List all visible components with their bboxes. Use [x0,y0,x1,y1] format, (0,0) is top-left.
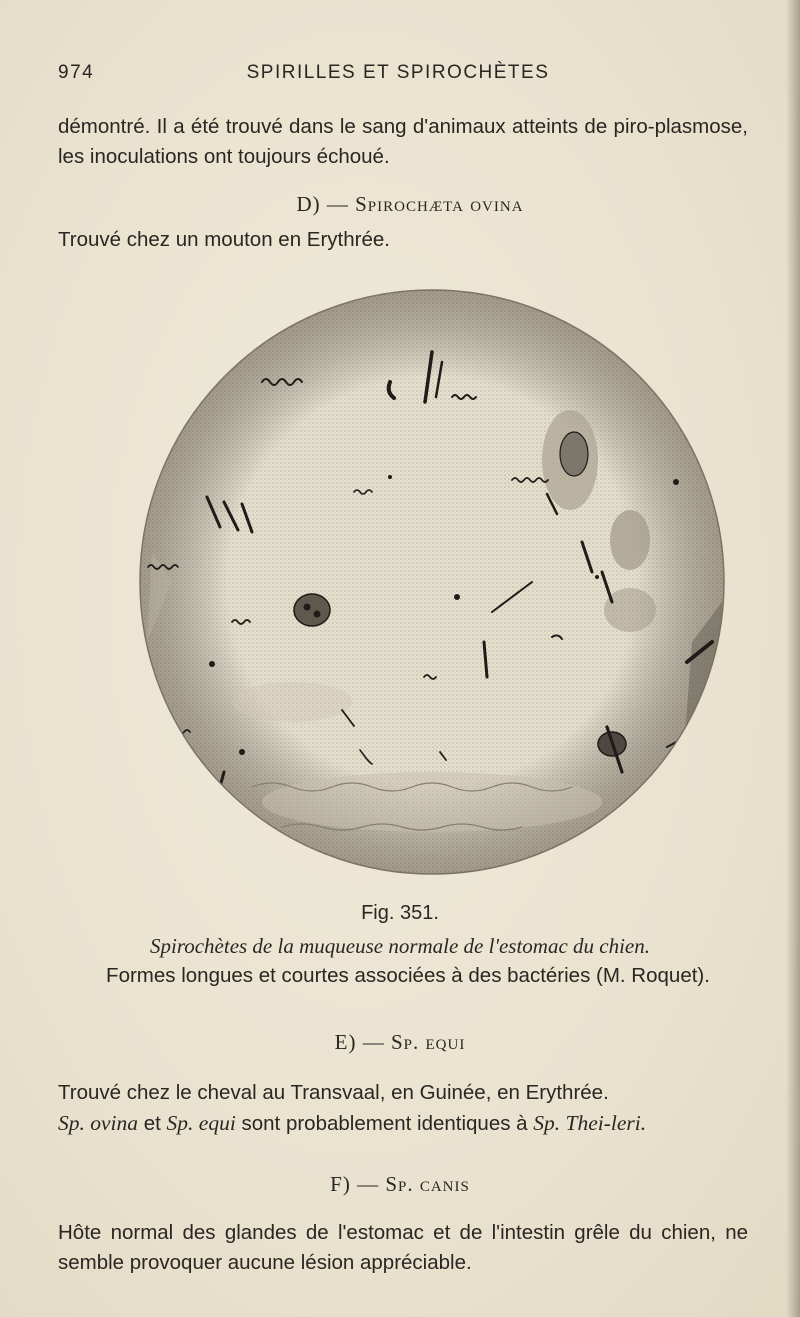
paragraph-intro: démontré. Il a été trouvé dans le sang d'animaux atteints de piro-plasmose, les inoculations ont toujours échoué. [58,115,748,168]
section-f-text: Hôte normal des glandes de l'estomac et de l'intestin grêle du chien, ne semble provoquer aucune lésion appréciable. [58,1221,748,1274]
figure-caption: Formes longues et courtes associées à des bactéries (M. Roquet). [106,964,710,987]
figure-title: Spirochètes de la muqueuse normale de l'estomac du chien. [149,934,650,958]
cell-nucleus-3 [560,432,588,476]
section-f-title: Sp. canis [385,1172,470,1196]
section-e-equi: Sp. equi [166,1111,236,1135]
section-e-title: Sp. equi [390,1030,466,1054]
cell-nucleus-1 [294,594,330,626]
page-number: 974 [58,62,95,83]
section-e-text [58,1078,748,1139]
section-e-line2 [58,1108,748,1139]
section-heading-f [0,1172,800,1197]
section-d-text: Trouvé chez un mouton en Erythrée. [58,228,390,251]
section-e-et: et [138,1112,167,1135]
section-d-title: Spirochæta ovina [355,192,524,216]
section-f-prefix: F) — [330,1172,386,1196]
section-e-line1: Trouvé chez le cheval au Transvaal, en Guinée, en Erythrée. [58,1081,609,1104]
section-e-prefix: E) — [334,1030,391,1054]
figure-label: Fig. 351. [361,902,439,924]
section-e-rest: sont probablement identiques à [235,1112,534,1135]
section-e-ovina: Sp. ovina [58,1111,139,1135]
section-d-prefix: D) — [296,192,356,216]
microscope-figure [132,282,732,882]
running-title: SPIRILLES ET SPIROCHÈTES [246,62,550,83]
section-heading-e [0,1030,800,1055]
section-heading-d [10,192,800,217]
section-e-theileri: Sp. Thei-leri. [533,1111,647,1135]
